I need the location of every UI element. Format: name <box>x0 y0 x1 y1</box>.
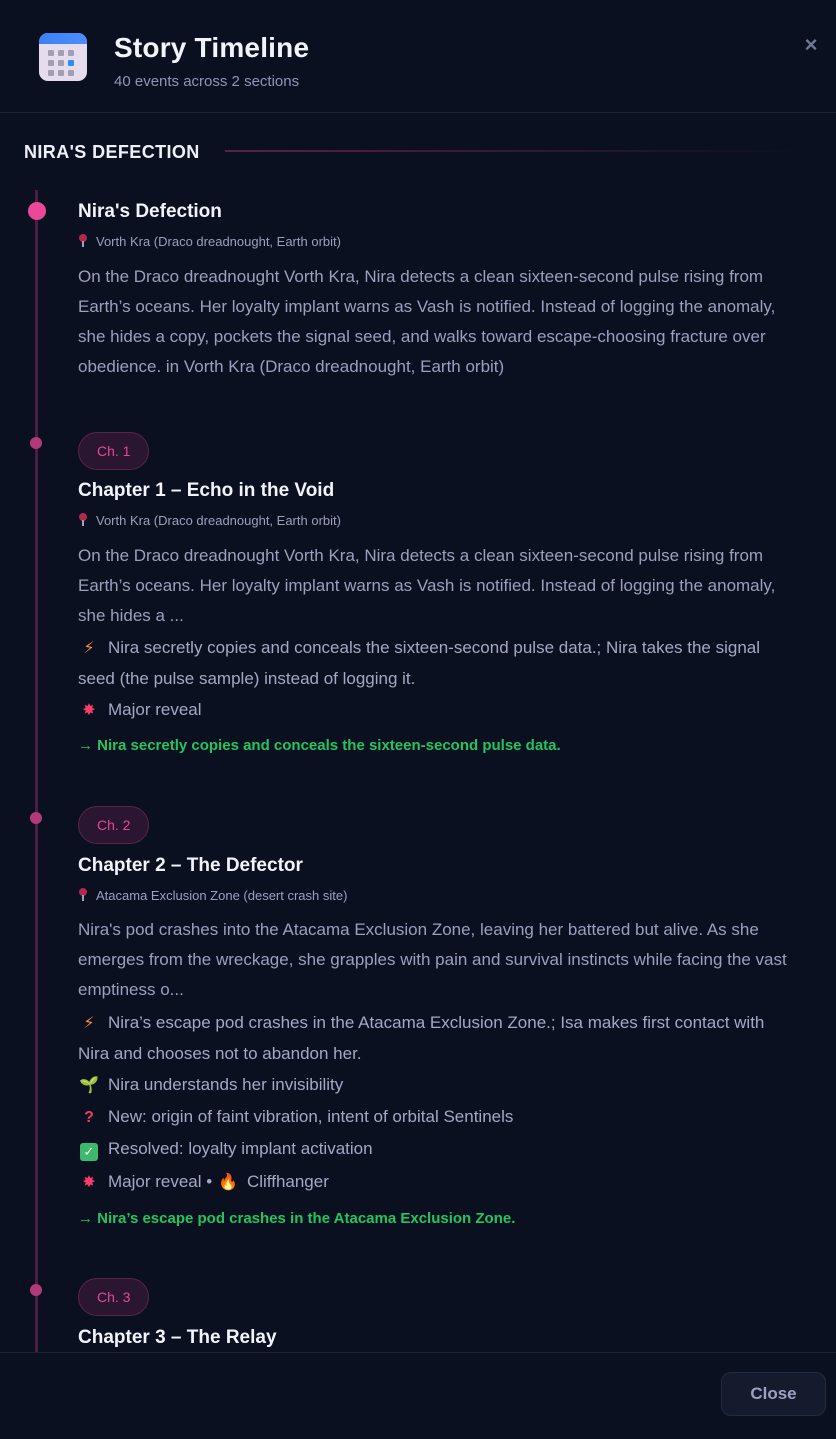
event-title: Chapter 3 – The Relay <box>78 1327 277 1348</box>
event-growth: 🌱 Nira understands her invisibility <box>78 1070 798 1101</box>
section-divider <box>225 150 800 152</box>
question-icon: ? <box>84 1109 94 1126</box>
event-key-events: ⚡ Nira’s escape pod crashes in the Atacama Exclusion Zone.; Isa makes first contact with Nira and chooses not to abandon her. <box>78 1008 798 1069</box>
timeline-scroll-area[interactable] <box>0 113 836 1352</box>
close-button[interactable]: Close <box>721 1372 826 1416</box>
timeline-dot <box>30 812 42 824</box>
timeline-dot <box>30 437 42 449</box>
chapter-badge: Ch. 3 <box>78 1278 149 1316</box>
timeline-rail <box>35 190 38 1352</box>
event-tags: ✸ Major reveal <box>78 695 798 726</box>
explosion-icon: ✸ <box>82 1174 96 1191</box>
modal-header <box>0 0 836 113</box>
explosion-icon: ✸ <box>82 702 96 719</box>
pin-icon <box>78 888 88 901</box>
modal-title: Story Timeline <box>114 32 310 63</box>
chapter-badge: Ch. 2 <box>78 806 149 844</box>
event-new-questions: ? New: origin of faint vibration, intent of orbital Sentinels <box>78 1102 798 1133</box>
event-outcome: → Nira’s escape pod crashes in the Atacama Exclusion Zone. <box>78 1210 516 1227</box>
lightning-icon: ⚡ <box>83 1015 95 1032</box>
event-location: Atacama Exclusion Zone (desert crash site) <box>78 887 347 903</box>
event-title: Nira's Defection <box>78 201 222 222</box>
event-title: Chapter 2 – The Defector <box>78 855 303 876</box>
sprout-icon: 🌱 <box>79 1077 99 1094</box>
modal-subtitle: 40 events across 2 sections <box>114 73 300 90</box>
event-description: On the Draco dreadnought Vorth Kra, Nira detects a clean sixteen-second pulse rising from Earth’s oceans. Her loyalty implant warns as Vash is notified. Instead of logging the anomaly, she hides a copy, pockets the signal seed, and walks toward escape-choosing fracture over obedience. in Vorth Kra (Draco dreadnought, Earth orbit) <box>78 267 776 376</box>
section-header <box>24 142 200 163</box>
event-key-events: ⚡ Nira secretly copies and conceals the sixteen-second pulse data.; Nira takes the signal seed (the pulse sample) instead of logging it. <box>78 633 798 694</box>
event-location: Vorth Kra (Draco dreadnought, Earth orbit) <box>78 233 341 249</box>
event-tags: ✸ Major reveal • 🔥 Cliffhanger <box>78 1167 798 1198</box>
modal-footer <box>0 1352 836 1439</box>
chapter-badge: Ch. 1 <box>78 432 149 470</box>
fire-icon: 🔥 <box>218 1174 238 1191</box>
event-description: Nira's pod crashes into the Atacama Exclusion Zone, leaving her battered but alive. As she emerges from the wreckage, she grapples with pain and survival instincts while facing the vast emptiness o... <box>78 920 787 999</box>
pin-icon <box>78 234 88 247</box>
close-icon[interactable]: × <box>804 32 818 57</box>
section-title: NIRA'S DEFECTION <box>24 142 200 162</box>
timeline-dot <box>30 1284 42 1296</box>
event-description: On the Draco dreadnought Vorth Kra, Nira detects a clean sixteen-second pulse rising from Earth’s oceans. Her loyalty implant warns as Vash is notified. Instead of logging the anomaly, she hides a ... <box>78 546 776 625</box>
event-location: Vorth Kra (Draco dreadnought, Earth orbit) <box>78 512 341 528</box>
lightning-icon: ⚡ <box>83 640 95 657</box>
timeline-dot <box>28 202 46 220</box>
calendar-icon <box>39 33 87 81</box>
event-outcome: → Nira secretly copies and conceals the sixteen-second pulse data. <box>78 737 561 754</box>
pin-icon <box>78 513 88 526</box>
check-icon: ✓ <box>80 1143 98 1161</box>
event-resolved: ✓ Resolved: loyalty implant activation <box>78 1134 798 1164</box>
event-title: Chapter 1 – Echo in the Void <box>78 480 335 501</box>
